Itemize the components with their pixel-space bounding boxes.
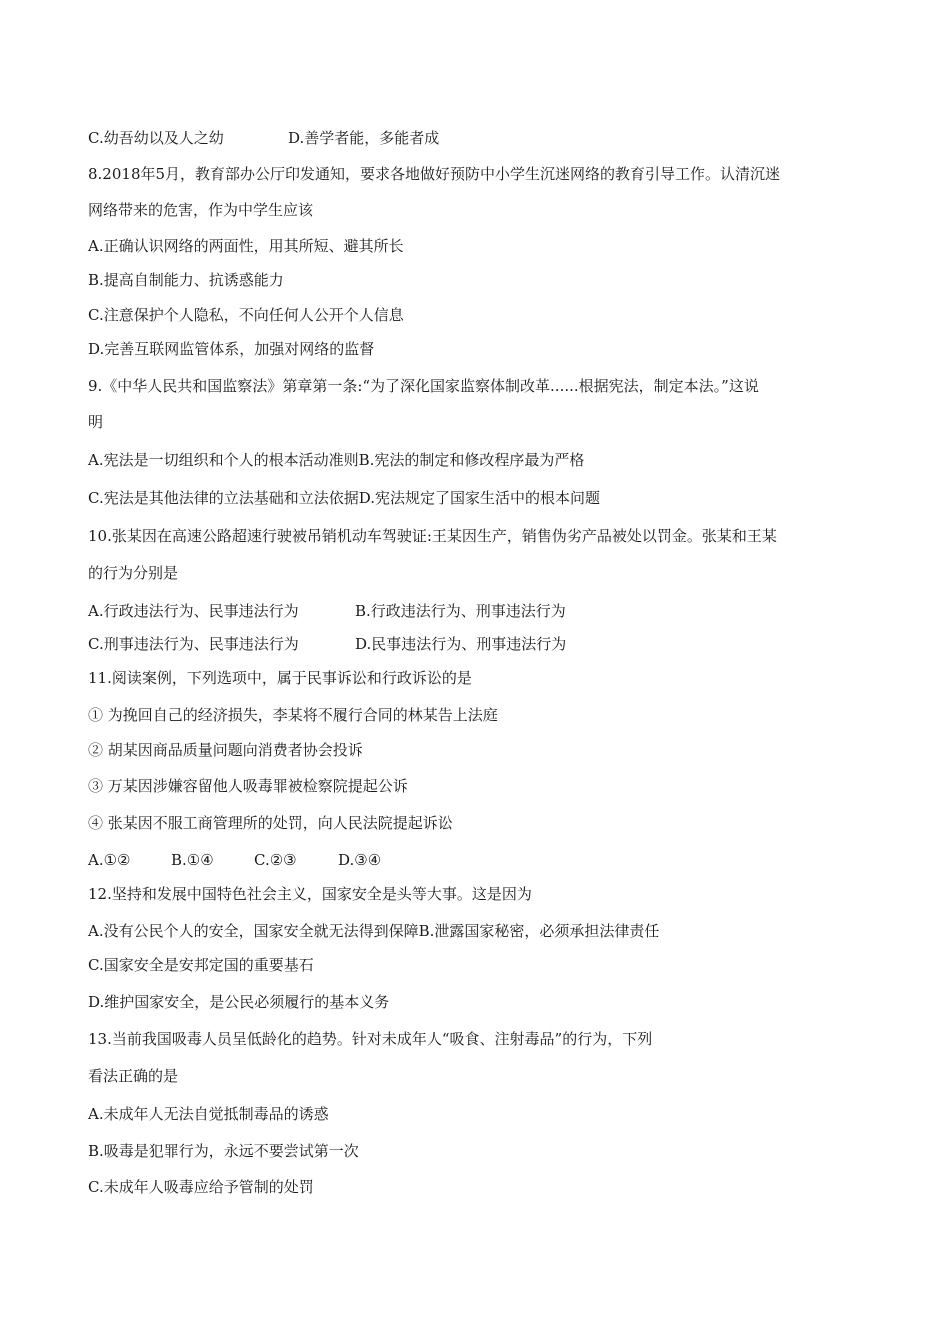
question-13-option-a: A.未成年人无法自觉抵制毒品的诱惑 [88, 1105, 329, 1123]
question-12-option-c: C.国家安全是安邦定国的重要基石 [88, 956, 314, 974]
question-11-case-4: ④ 张某因不服工商管理所的处罚，向人民法院提起诉讼 [88, 814, 453, 832]
question-8-option-c: C.注意保护个人隐私，不向任何人公开个人信息 [88, 306, 404, 324]
question-13-stem-line-1: 13.当前我国吸毒人员呈低龄化的趋势。针对未成年人“吸食、注射毒品”的行为，下列 [88, 1030, 653, 1048]
question-9-options-ab: A.宪法是一切组织和个人的根本活动准则B.宪法的制定和修改程序最为严格 [88, 451, 585, 469]
question-12-stem: 12.坚持和发展中国特色社会主义，国家安全是头等大事。这是因为 [88, 885, 532, 903]
option-d: D.民事违法行为、刑事违法行为 [355, 635, 567, 653]
option-b: B.①④ [171, 851, 214, 869]
option-c: C.幼吾幼以及人之幼 [88, 129, 224, 147]
question-11-case-3: ③ 万某因涉嫌容留他人吸毒罪被检察院提起公诉 [88, 777, 408, 795]
question-12-option-d: D.维护国家安全，是公民必须履行的基本义务 [88, 993, 390, 1011]
question-9-stem-line-1: 9.《中华人民共和国监察法》第章第一条:“为了深化国家监察体制改革......根据宪法，制定本法。”这说 [88, 377, 759, 395]
question-11-case-1: ① 为挽回自己的经济损失，李某将不履行合同的林某告上法庭 [88, 706, 498, 724]
option-d: D.善学者能，多能者成 [288, 129, 440, 147]
question-13-option-b: B.吸毒是犯罪行为，永远不要尝试第一次 [88, 1142, 359, 1160]
question-10-stem-line-1: 10.张某因在高速公路超速行驶被吊销机动车驾驶证:王某因生产，销售伪劣产品被处以罚金。张某和王某 [88, 527, 777, 545]
question-13-option-c: C.未成年人吸毒应给予管制的处罚 [88, 1178, 314, 1196]
option-a: A.行政违法行为、民事违法行为 [88, 602, 299, 620]
question-13-stem-line-2: 看法正确的是 [88, 1067, 179, 1085]
question-8-stem-line-1: 8.2018年5月，教育部办公厅印发通知，要求各地做好预防中小学生沉迷网络的教育引导工作。认清沉迷 [88, 165, 781, 183]
question-10-stem-line-2: 的行为分别是 [88, 564, 179, 582]
option-d: D.③④ [338, 851, 382, 869]
question-8-option-d: D.完善互联网监管体系，加强对网络的监督 [88, 340, 375, 358]
question-9-options-cd: C.宪法是其他法律的立法基础和立法依据D.宪法规定了国家生活中的根本问题 [88, 489, 600, 507]
question-9-stem-line-2: 明 [88, 413, 104, 431]
question-8-option-b: B.提高自制能力、抗诱惑能力 [88, 271, 284, 289]
option-c: C.刑事违法行为、民事违法行为 [88, 635, 299, 653]
question-8-stem-line-2: 网络带来的危害，作为中学生应该 [88, 201, 314, 219]
question-11-stem: 11.阅读案例，下列选项中，属于民事诉讼和行政诉讼的是 [88, 669, 472, 687]
question-11-case-2: ② 胡某因商品质量问题向消费者协会投诉 [88, 741, 363, 759]
question-8-option-a: A.正确认识网络的两面性，用其所短、避其所长 [88, 237, 404, 255]
option-c: C.②③ [254, 851, 297, 869]
question-12-options-ab: A.没有公民个人的安全，国家安全就无法得到保障B.泄露国家秘密，必须承担法律责任 [88, 922, 660, 940]
option-a: A.①② [88, 851, 131, 869]
option-b: B.行政违法行为、刑事违法行为 [355, 602, 566, 620]
